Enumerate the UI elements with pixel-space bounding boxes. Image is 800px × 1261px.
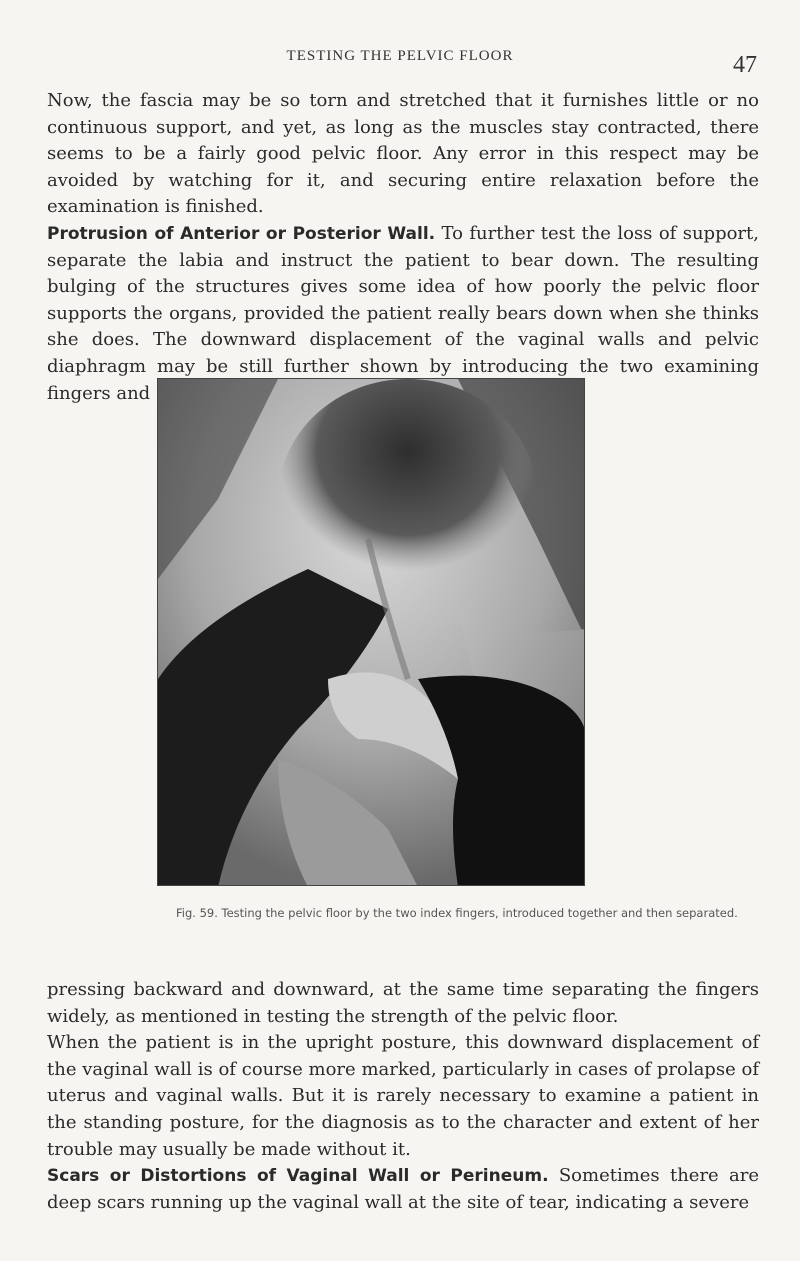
paragraph-scars xyxy=(47,1163,759,1216)
paragraph-protrusion-text: To further test the loss of support, separate the labia and instruct the patient to bear down. The resulting bulging of the structures gives some idea of how poorly the pelvic floor supports the organs, provided the patient really bears down when she thinks she does. The downward displacement of the vaginal walls and pelvic diaphragm may be still further shown by introducing the two examining fingers and xyxy=(47,222,759,404)
paragraph-fascia: Now, the fascia may be so torn and stretched that it furnishes little or no continuous support, and yet, as long as the muscles stay contracted, there seems to be a fairly good pelvic floor. Any error in this respect may be avoided by watching for it, and securing entire relaxation before the examination is finished. xyxy=(47,90,759,218)
text-block-bottom xyxy=(47,977,759,1216)
paragraph-pressing: pressing backward and downward, at the same time separating the fingers widely, as mentioned in testing the strength of the pelvic floor. xyxy=(47,979,759,1027)
figure-photograph xyxy=(157,378,585,886)
paragraph-scars-text: Sometimes there are deep scars running up the vaginal wall at the site of tear, indicating a severe xyxy=(47,1165,759,1213)
page-number: 47 xyxy=(733,52,757,78)
running-head: TESTING THE PELVIC FLOOR xyxy=(286,48,514,64)
clinical-photograph xyxy=(158,379,585,886)
section-heading-scars: Scars or Distortions of Vaginal Wall or Perineum. xyxy=(47,1166,549,1187)
section-heading-protrusion: Protrusion of Anterior or Posterior Wall. xyxy=(47,223,436,244)
text-block-top xyxy=(47,88,759,407)
paragraph-upright: When the patient is in the upright posture, this downward displacement of the vaginal wall is of course more marked, particularly in cases of prolapse of uterus and vaginal walls. But it is rarely necessary to examine a patient in the standing posture, for the diagnosis as to the character and extent of her trouble may usually be made without it. xyxy=(47,1032,759,1160)
figure-caption: Fig. 59. Testing the pelvic floor by the two index fingers, introduced together and then separated. xyxy=(176,906,738,920)
